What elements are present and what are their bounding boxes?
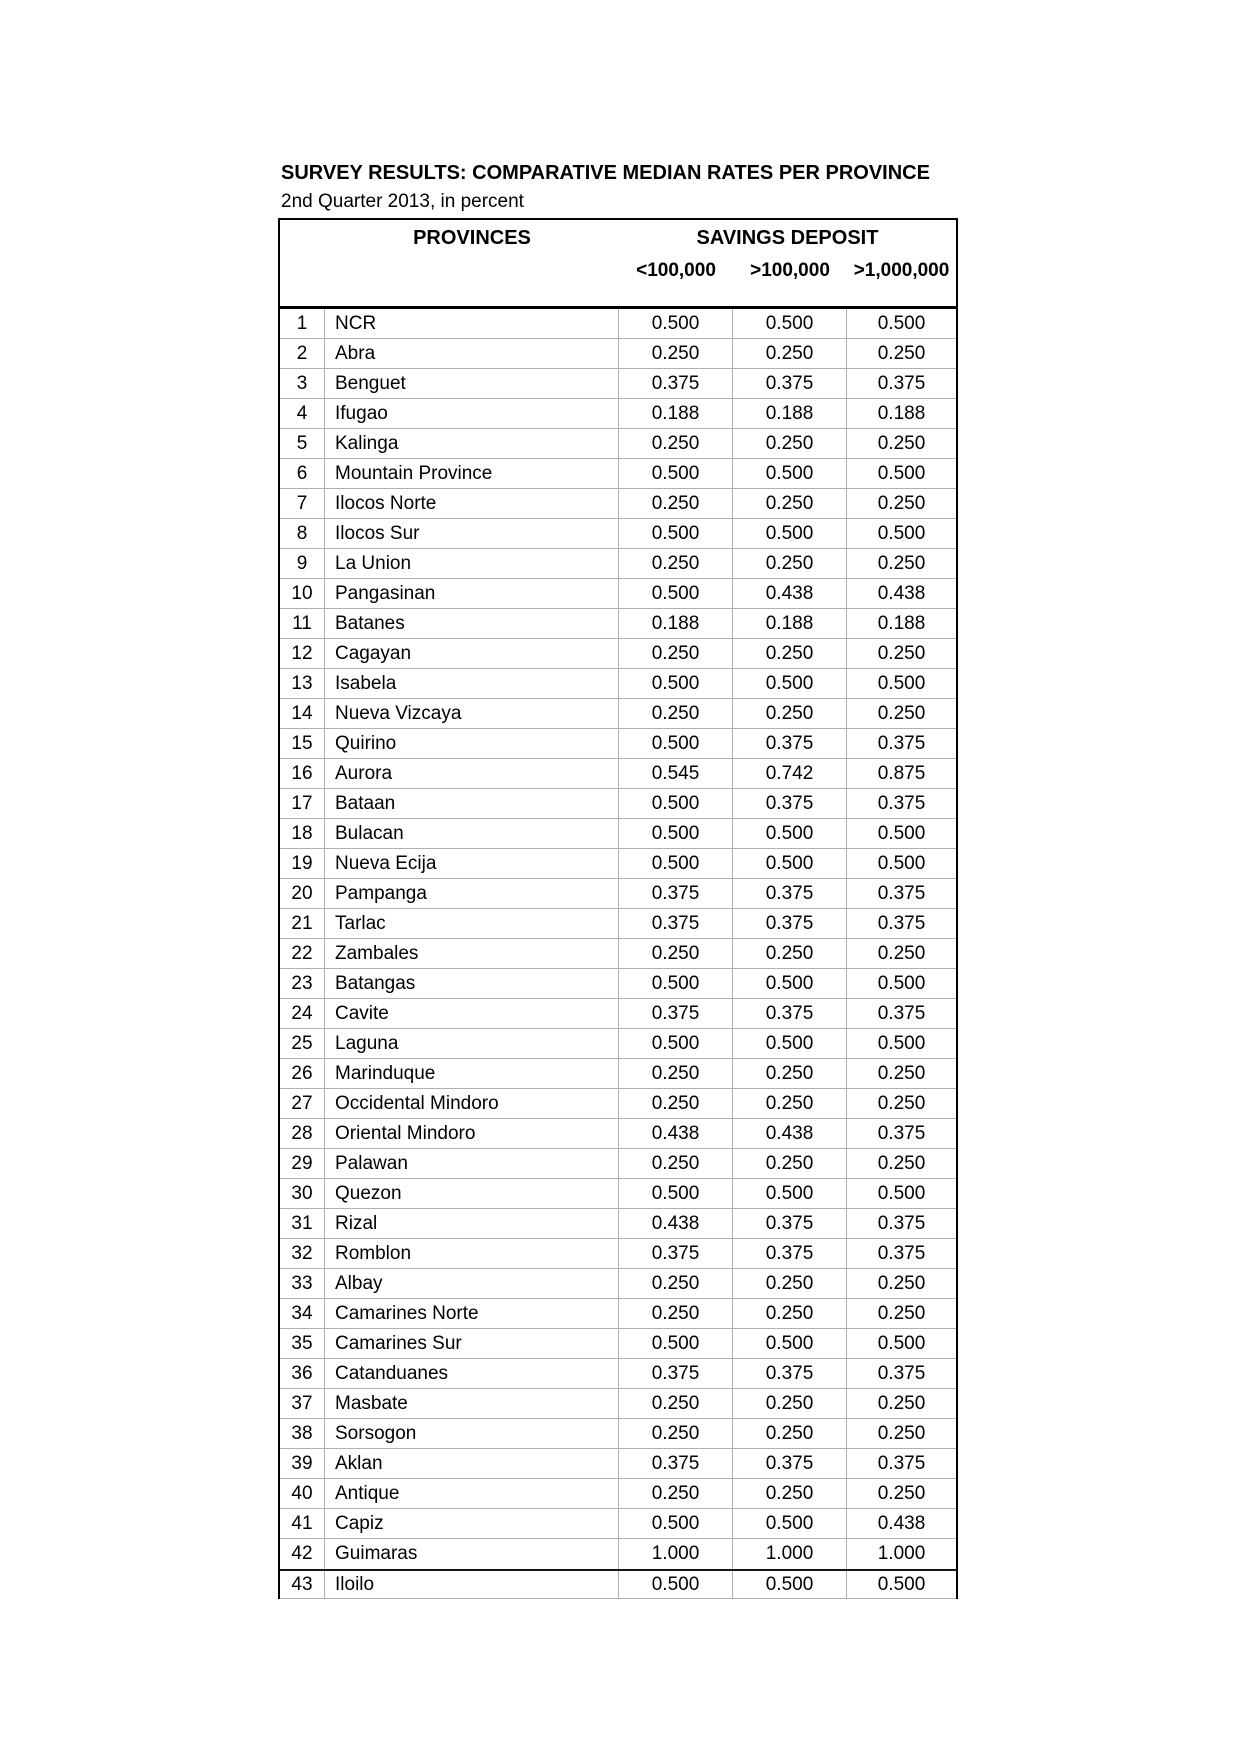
- row-number-cell: 29: [280, 1149, 325, 1178]
- rate-cell-over-1m: 0.500: [877, 672, 926, 694]
- province-cell: Nueva Ecija: [325, 849, 619, 878]
- row-number-cell: 15: [280, 729, 325, 758]
- rate-cell-under-100k: 0.250: [619, 339, 733, 368]
- province-cell: Quirino: [325, 729, 619, 758]
- row-number-cell: 20: [280, 879, 325, 908]
- row-number-cell: 22: [280, 939, 325, 968]
- province-cell: Pangasinan: [325, 579, 619, 608]
- table-row: [280, 579, 956, 609]
- province-cell: Bulacan: [325, 819, 619, 848]
- table-row: [280, 1119, 956, 1149]
- rate-cell-over-100k: 0.500: [733, 849, 847, 878]
- rate-cell-over-1m: 0.375: [877, 732, 926, 754]
- rate-cell-under-100k: 0.500: [619, 1329, 733, 1358]
- page-title: SURVEY RESULTS: COMPARATIVE MEDIAN RATES PER PROVINCE: [281, 162, 930, 184]
- table-row: [280, 1269, 956, 1299]
- row-number-cell: 28: [280, 1119, 325, 1148]
- row-number-cell: 10: [280, 579, 325, 608]
- rate-cell-over-1m: 0.375: [877, 882, 926, 904]
- rate-cell-over-1m: 0.500: [877, 852, 926, 874]
- rate-cell-under-100k: 0.500: [619, 1179, 733, 1208]
- rate-cell-over-100k: 0.500: [733, 309, 847, 338]
- rate-cell-over-1m: 0.250: [877, 342, 926, 364]
- rate-cell-over-100k: 0.500: [733, 519, 847, 548]
- province-cell: La Union: [325, 549, 619, 578]
- table-row: [280, 1569, 956, 1599]
- rate-cell-over-1m: 0.875: [877, 762, 926, 784]
- rate-cell-over-100k: 0.742: [733, 759, 847, 788]
- rate-cell-under-100k: 0.500: [619, 519, 733, 548]
- province-cell: Mountain Province: [325, 459, 619, 488]
- row-number-cell: 6: [280, 459, 325, 488]
- row-number-cell: 21: [280, 909, 325, 938]
- row-number-cell: 26: [280, 1059, 325, 1088]
- row-number-cell: 43: [280, 1571, 325, 1598]
- rate-cell-over-100k: 0.250: [733, 549, 847, 578]
- province-cell: Catanduanes: [325, 1359, 619, 1388]
- table-row: [280, 999, 956, 1029]
- rate-cell-over-100k: 0.500: [733, 1329, 847, 1358]
- rate-cell-under-100k: 0.250: [619, 1059, 733, 1088]
- rate-cell-over-100k: 0.500: [733, 1029, 847, 1058]
- row-number-cell: 19: [280, 849, 325, 878]
- province-cell: Pampanga: [325, 879, 619, 908]
- province-cell: Ilocos Sur: [325, 519, 619, 548]
- table-row: [280, 489, 956, 519]
- province-cell: Iloilo: [325, 1571, 619, 1598]
- rate-cell-over-100k: 0.500: [733, 969, 847, 998]
- table-row: [280, 939, 956, 969]
- rate-cell-under-100k: 0.500: [619, 1029, 733, 1058]
- rate-cell-under-100k: 0.500: [619, 309, 733, 338]
- table-row: [280, 1149, 956, 1179]
- row-number-cell: 3: [280, 369, 325, 398]
- rate-cell-over-100k: 0.375: [733, 1449, 847, 1478]
- rate-cell-over-1m: 0.375: [877, 1452, 926, 1474]
- row-number-cell: 14: [280, 699, 325, 728]
- rate-cell-over-100k: 0.438: [733, 579, 847, 608]
- rate-cell-over-100k: 0.500: [733, 459, 847, 488]
- table-row: [280, 609, 956, 639]
- table-row: [280, 309, 956, 339]
- rate-cell-over-100k: 0.250: [733, 1479, 847, 1508]
- row-number-cell: 2: [280, 339, 325, 368]
- rate-cell-under-100k: 0.250: [619, 1479, 733, 1508]
- rate-cell-over-1m: 0.500: [877, 1032, 926, 1054]
- rate-cell-under-100k: 1.000: [619, 1539, 733, 1569]
- tier-label-under-100k: <100,000: [636, 260, 716, 281]
- province-cell: Bataan: [325, 789, 619, 818]
- rate-cell-under-100k: 0.250: [619, 489, 733, 518]
- rate-cell-over-100k: 0.250: [733, 1419, 847, 1448]
- rate-cell-over-100k: 0.375: [733, 1359, 847, 1388]
- rate-cell-under-100k: 0.250: [619, 699, 733, 728]
- table-body: [280, 309, 956, 1599]
- table-row: [280, 1359, 956, 1389]
- table-row: [280, 1059, 956, 1089]
- rate-cell-over-1m: 0.375: [877, 1212, 926, 1234]
- row-number-cell: 18: [280, 819, 325, 848]
- rate-cell-under-100k: 0.500: [619, 1509, 733, 1538]
- table-row: [280, 909, 956, 939]
- rate-cell-under-100k: 0.375: [619, 1359, 733, 1388]
- rate-cell-under-100k: 0.438: [619, 1119, 733, 1148]
- rate-cell-over-1m: 0.500: [877, 522, 926, 544]
- savings-deposit-header: SAVINGS DEPOSIT: [696, 227, 879, 249]
- row-number-cell: 12: [280, 639, 325, 668]
- rate-cell-under-100k: 0.250: [619, 1149, 733, 1178]
- rate-cell-over-1m: 0.250: [877, 1272, 926, 1294]
- row-number-cell: 31: [280, 1209, 325, 1238]
- table-row: [280, 1239, 956, 1269]
- rate-cell-over-1m: 0.500: [877, 972, 926, 994]
- table-row: [280, 1419, 956, 1449]
- rate-cell-over-1m: 0.375: [877, 1002, 926, 1024]
- table-row: [280, 1179, 956, 1209]
- table-row: [280, 369, 956, 399]
- rate-cell-over-1m: 0.250: [877, 1482, 926, 1504]
- rate-cell-under-100k: 0.500: [619, 849, 733, 878]
- rate-cell-over-100k: 0.375: [733, 1209, 847, 1238]
- table-row: [280, 969, 956, 999]
- page-subtitle: 2nd Quarter 2013, in percent: [281, 191, 524, 212]
- rate-cell-under-100k: 0.375: [619, 999, 733, 1028]
- rate-cell-over-100k: 0.250: [733, 1149, 847, 1178]
- rate-cell-under-100k: 0.500: [619, 579, 733, 608]
- rate-cell-under-100k: 0.500: [619, 819, 733, 848]
- table-row: [280, 819, 956, 849]
- rate-cell-over-1m: 0.250: [877, 1302, 926, 1324]
- rate-cell-over-100k: 0.500: [733, 1571, 847, 1598]
- rate-cell-under-100k: 0.250: [619, 639, 733, 668]
- rate-cell-over-100k: 0.250: [733, 939, 847, 968]
- rate-cell-over-100k: 0.250: [733, 639, 847, 668]
- province-cell: Capiz: [325, 1509, 619, 1538]
- province-cell: Antique: [325, 1479, 619, 1508]
- rate-cell-under-100k: 0.438: [619, 1209, 733, 1238]
- rate-cell-under-100k: 0.500: [619, 1571, 733, 1598]
- row-number-cell: 24: [280, 999, 325, 1028]
- rate-cell-over-1m: 0.250: [877, 702, 926, 724]
- row-number-cell: 34: [280, 1299, 325, 1328]
- rate-cell-over-1m: 0.375: [877, 1362, 926, 1384]
- row-number-cell: 13: [280, 669, 325, 698]
- rate-cell-under-100k: 0.188: [619, 609, 733, 638]
- rate-cell-over-100k: 0.375: [733, 789, 847, 818]
- rate-cell-over-100k: 0.250: [733, 1299, 847, 1328]
- province-cell: Isabela: [325, 669, 619, 698]
- rate-cell-under-100k: 0.500: [619, 459, 733, 488]
- rate-cell-over-1m: 0.250: [877, 1392, 926, 1414]
- rate-cell-over-100k: 0.250: [733, 489, 847, 518]
- province-cell: Cavite: [325, 999, 619, 1028]
- rate-cell-over-100k: 0.250: [733, 339, 847, 368]
- rate-cell-under-100k: 0.500: [619, 729, 733, 758]
- rate-cell-over-100k: 0.250: [733, 699, 847, 728]
- rate-cell-over-100k: 0.375: [733, 999, 847, 1028]
- table-row: [280, 549, 956, 579]
- rate-cell-over-1m: 0.375: [877, 372, 926, 394]
- rate-cell-under-100k: 0.375: [619, 879, 733, 908]
- rate-cell-over-1m: 0.250: [877, 432, 926, 454]
- row-number-cell: 33: [280, 1269, 325, 1298]
- table-row: [280, 729, 956, 759]
- row-number-cell: 41: [280, 1509, 325, 1538]
- table-row: [280, 339, 956, 369]
- rate-cell-over-1m: 0.250: [877, 1422, 926, 1444]
- row-number-cell: 11: [280, 609, 325, 638]
- rate-cell-over-1m: 0.250: [877, 552, 926, 574]
- rate-cell-over-1m: 0.250: [877, 1062, 926, 1084]
- row-number-cell: 5: [280, 429, 325, 458]
- province-cell: Nueva Vizcaya: [325, 699, 619, 728]
- rate-cell-over-1m: 0.250: [877, 942, 926, 964]
- table-row: [280, 1299, 956, 1329]
- province-cell: Camarines Norte: [325, 1299, 619, 1328]
- rate-cell-over-100k: 0.375: [733, 369, 847, 398]
- rate-cell-under-100k: 0.250: [619, 1089, 733, 1118]
- table-row: [280, 1209, 956, 1239]
- rate-cell-over-100k: 0.375: [733, 1239, 847, 1268]
- province-cell: Benguet: [325, 369, 619, 398]
- rate-cell-over-1m: 0.438: [877, 1512, 926, 1534]
- table-row: [280, 1029, 956, 1059]
- provinces-column-header: PROVINCES: [413, 227, 531, 249]
- rate-cell-under-100k: 0.250: [619, 939, 733, 968]
- province-cell: Quezon: [325, 1179, 619, 1208]
- rate-cell-over-1m: 1.000: [877, 1543, 926, 1564]
- table-row: [280, 669, 956, 699]
- row-number-cell: 25: [280, 1029, 325, 1058]
- rate-cell-over-1m: 0.500: [877, 1573, 926, 1595]
- rate-cell-over-100k: 0.500: [733, 1509, 847, 1538]
- rate-cell-over-1m: 0.375: [877, 912, 926, 934]
- rate-cell-over-100k: 0.250: [733, 1089, 847, 1118]
- row-number-cell: 27: [280, 1089, 325, 1118]
- province-cell: Rizal: [325, 1209, 619, 1238]
- row-number-cell: 35: [280, 1329, 325, 1358]
- table-row: [280, 1539, 956, 1569]
- province-cell: Oriental Mindoro: [325, 1119, 619, 1148]
- rate-cell-over-1m: 0.250: [877, 492, 926, 514]
- rate-cell-under-100k: 0.375: [619, 369, 733, 398]
- tier-label-over-100k: >100,000: [750, 260, 830, 281]
- province-cell: Sorsogon: [325, 1419, 619, 1448]
- rate-cell-under-100k: 0.500: [619, 669, 733, 698]
- table-row: [280, 1089, 956, 1119]
- rate-cell-over-100k: 0.375: [733, 729, 847, 758]
- row-number-cell: 23: [280, 969, 325, 998]
- rate-cell-over-1m: 0.375: [877, 792, 926, 814]
- table-row: [280, 879, 956, 909]
- rate-cell-over-100k: 0.250: [733, 1389, 847, 1418]
- province-cell: Romblon: [325, 1239, 619, 1268]
- row-number-cell: 30: [280, 1179, 325, 1208]
- rate-cell-over-1m: 0.250: [877, 642, 926, 664]
- table-row: [280, 639, 956, 669]
- rate-cell-under-100k: 0.250: [619, 1269, 733, 1298]
- rate-cell-under-100k: 0.250: [619, 1419, 733, 1448]
- rate-cell-over-1m: 0.500: [877, 1182, 926, 1204]
- table-row: [280, 399, 956, 429]
- row-number-cell: 37: [280, 1389, 325, 1418]
- province-cell: Marinduque: [325, 1059, 619, 1088]
- row-number-cell: 17: [280, 789, 325, 818]
- tier-label-over-1m: >1,000,000: [853, 260, 950, 281]
- row-number-cell: 9: [280, 549, 325, 578]
- table-header: [280, 220, 956, 309]
- rate-cell-over-1m: 0.500: [877, 462, 926, 484]
- rate-cell-over-100k: 0.188: [733, 399, 847, 428]
- rate-cell-under-100k: 0.500: [619, 969, 733, 998]
- rate-cell-under-100k: 0.250: [619, 1389, 733, 1418]
- province-cell: Camarines Sur: [325, 1329, 619, 1358]
- province-cell: Batanes: [325, 609, 619, 638]
- province-cell: Tarlac: [325, 909, 619, 938]
- province-cell: Cagayan: [325, 639, 619, 668]
- rate-cell-under-100k: 0.545: [619, 759, 733, 788]
- rate-cell-under-100k: 0.250: [619, 429, 733, 458]
- row-number-cell: 36: [280, 1359, 325, 1388]
- province-cell: Zambales: [325, 939, 619, 968]
- table-row: [280, 789, 956, 819]
- rate-cell-over-1m: 0.375: [877, 1242, 926, 1264]
- table-row: [280, 1329, 956, 1359]
- row-number-cell: 32: [280, 1239, 325, 1268]
- table-row: [280, 519, 956, 549]
- province-cell: Batangas: [325, 969, 619, 998]
- province-cell: Guimaras: [325, 1539, 619, 1569]
- rate-cell-over-100k: 0.375: [733, 879, 847, 908]
- rate-cell-over-1m: 0.375: [877, 1122, 926, 1144]
- row-number-cell: 8: [280, 519, 325, 548]
- rate-cell-over-1m: 0.188: [877, 612, 926, 634]
- table-row: [280, 459, 956, 489]
- province-cell: Ilocos Norte: [325, 489, 619, 518]
- rate-cell-over-100k: 0.438: [733, 1119, 847, 1148]
- rate-cell-over-1m: 0.438: [877, 582, 926, 604]
- table-row: [280, 429, 956, 459]
- province-cell: Laguna: [325, 1029, 619, 1058]
- rate-cell-over-100k: 0.250: [733, 1059, 847, 1088]
- rate-cell-under-100k: 0.250: [619, 549, 733, 578]
- row-number-cell: 40: [280, 1479, 325, 1508]
- province-cell: NCR: [325, 309, 619, 338]
- rate-cell-over-1m: 0.250: [877, 1152, 926, 1174]
- rate-cell-over-1m: 0.500: [877, 312, 926, 334]
- province-cell: Masbate: [325, 1389, 619, 1418]
- rate-cell-under-100k: 0.375: [619, 1239, 733, 1268]
- province-cell: Aurora: [325, 759, 619, 788]
- province-cell: Aklan: [325, 1449, 619, 1478]
- province-cell: Abra: [325, 339, 619, 368]
- rate-cell-over-1m: 0.500: [877, 822, 926, 844]
- rate-cell-over-100k: 0.250: [733, 1269, 847, 1298]
- row-number-cell: 38: [280, 1419, 325, 1448]
- rate-cell-under-100k: 0.250: [619, 1299, 733, 1328]
- rate-cell-over-100k: 0.188: [733, 609, 847, 638]
- rate-cell-over-1m: 0.188: [877, 402, 926, 424]
- rates-table: [278, 218, 958, 1599]
- table-row: [280, 1479, 956, 1509]
- rate-cell-over-100k: 0.500: [733, 819, 847, 848]
- rate-cell-over-100k: 0.500: [733, 1179, 847, 1208]
- rate-cell-under-100k: 0.188: [619, 399, 733, 428]
- province-cell: Occidental Mindoro: [325, 1089, 619, 1118]
- rate-cell-over-1m: 0.500: [877, 1332, 926, 1354]
- rate-cell-over-100k: 1.000: [733, 1539, 847, 1569]
- row-number-cell: 39: [280, 1449, 325, 1478]
- deposit-tier-row: [619, 259, 956, 283]
- rate-cell-over-100k: 0.250: [733, 429, 847, 458]
- table-row: [280, 699, 956, 729]
- rate-cell-under-100k: 0.500: [619, 789, 733, 818]
- table-row: [280, 1509, 956, 1539]
- row-number-cell: 42: [280, 1539, 325, 1569]
- rate-cell-over-100k: 0.500: [733, 669, 847, 698]
- table-row: [280, 759, 956, 789]
- table-row: [280, 849, 956, 879]
- rate-cell-under-100k: 0.375: [619, 1449, 733, 1478]
- province-cell: Ifugao: [325, 399, 619, 428]
- row-number-cell: 16: [280, 759, 325, 788]
- rate-cell-under-100k: 0.375: [619, 909, 733, 938]
- rate-cell-over-100k: 0.375: [733, 909, 847, 938]
- rate-cell-over-1m: 0.250: [877, 1092, 926, 1114]
- row-number-cell: 4: [280, 399, 325, 428]
- row-number-cell: 1: [280, 309, 325, 338]
- province-cell: Kalinga: [325, 429, 619, 458]
- row-number-cell: 7: [280, 489, 325, 518]
- province-cell: Palawan: [325, 1149, 619, 1178]
- table-row: [280, 1449, 956, 1479]
- table-row: [280, 1389, 956, 1419]
- province-cell: Albay: [325, 1269, 619, 1298]
